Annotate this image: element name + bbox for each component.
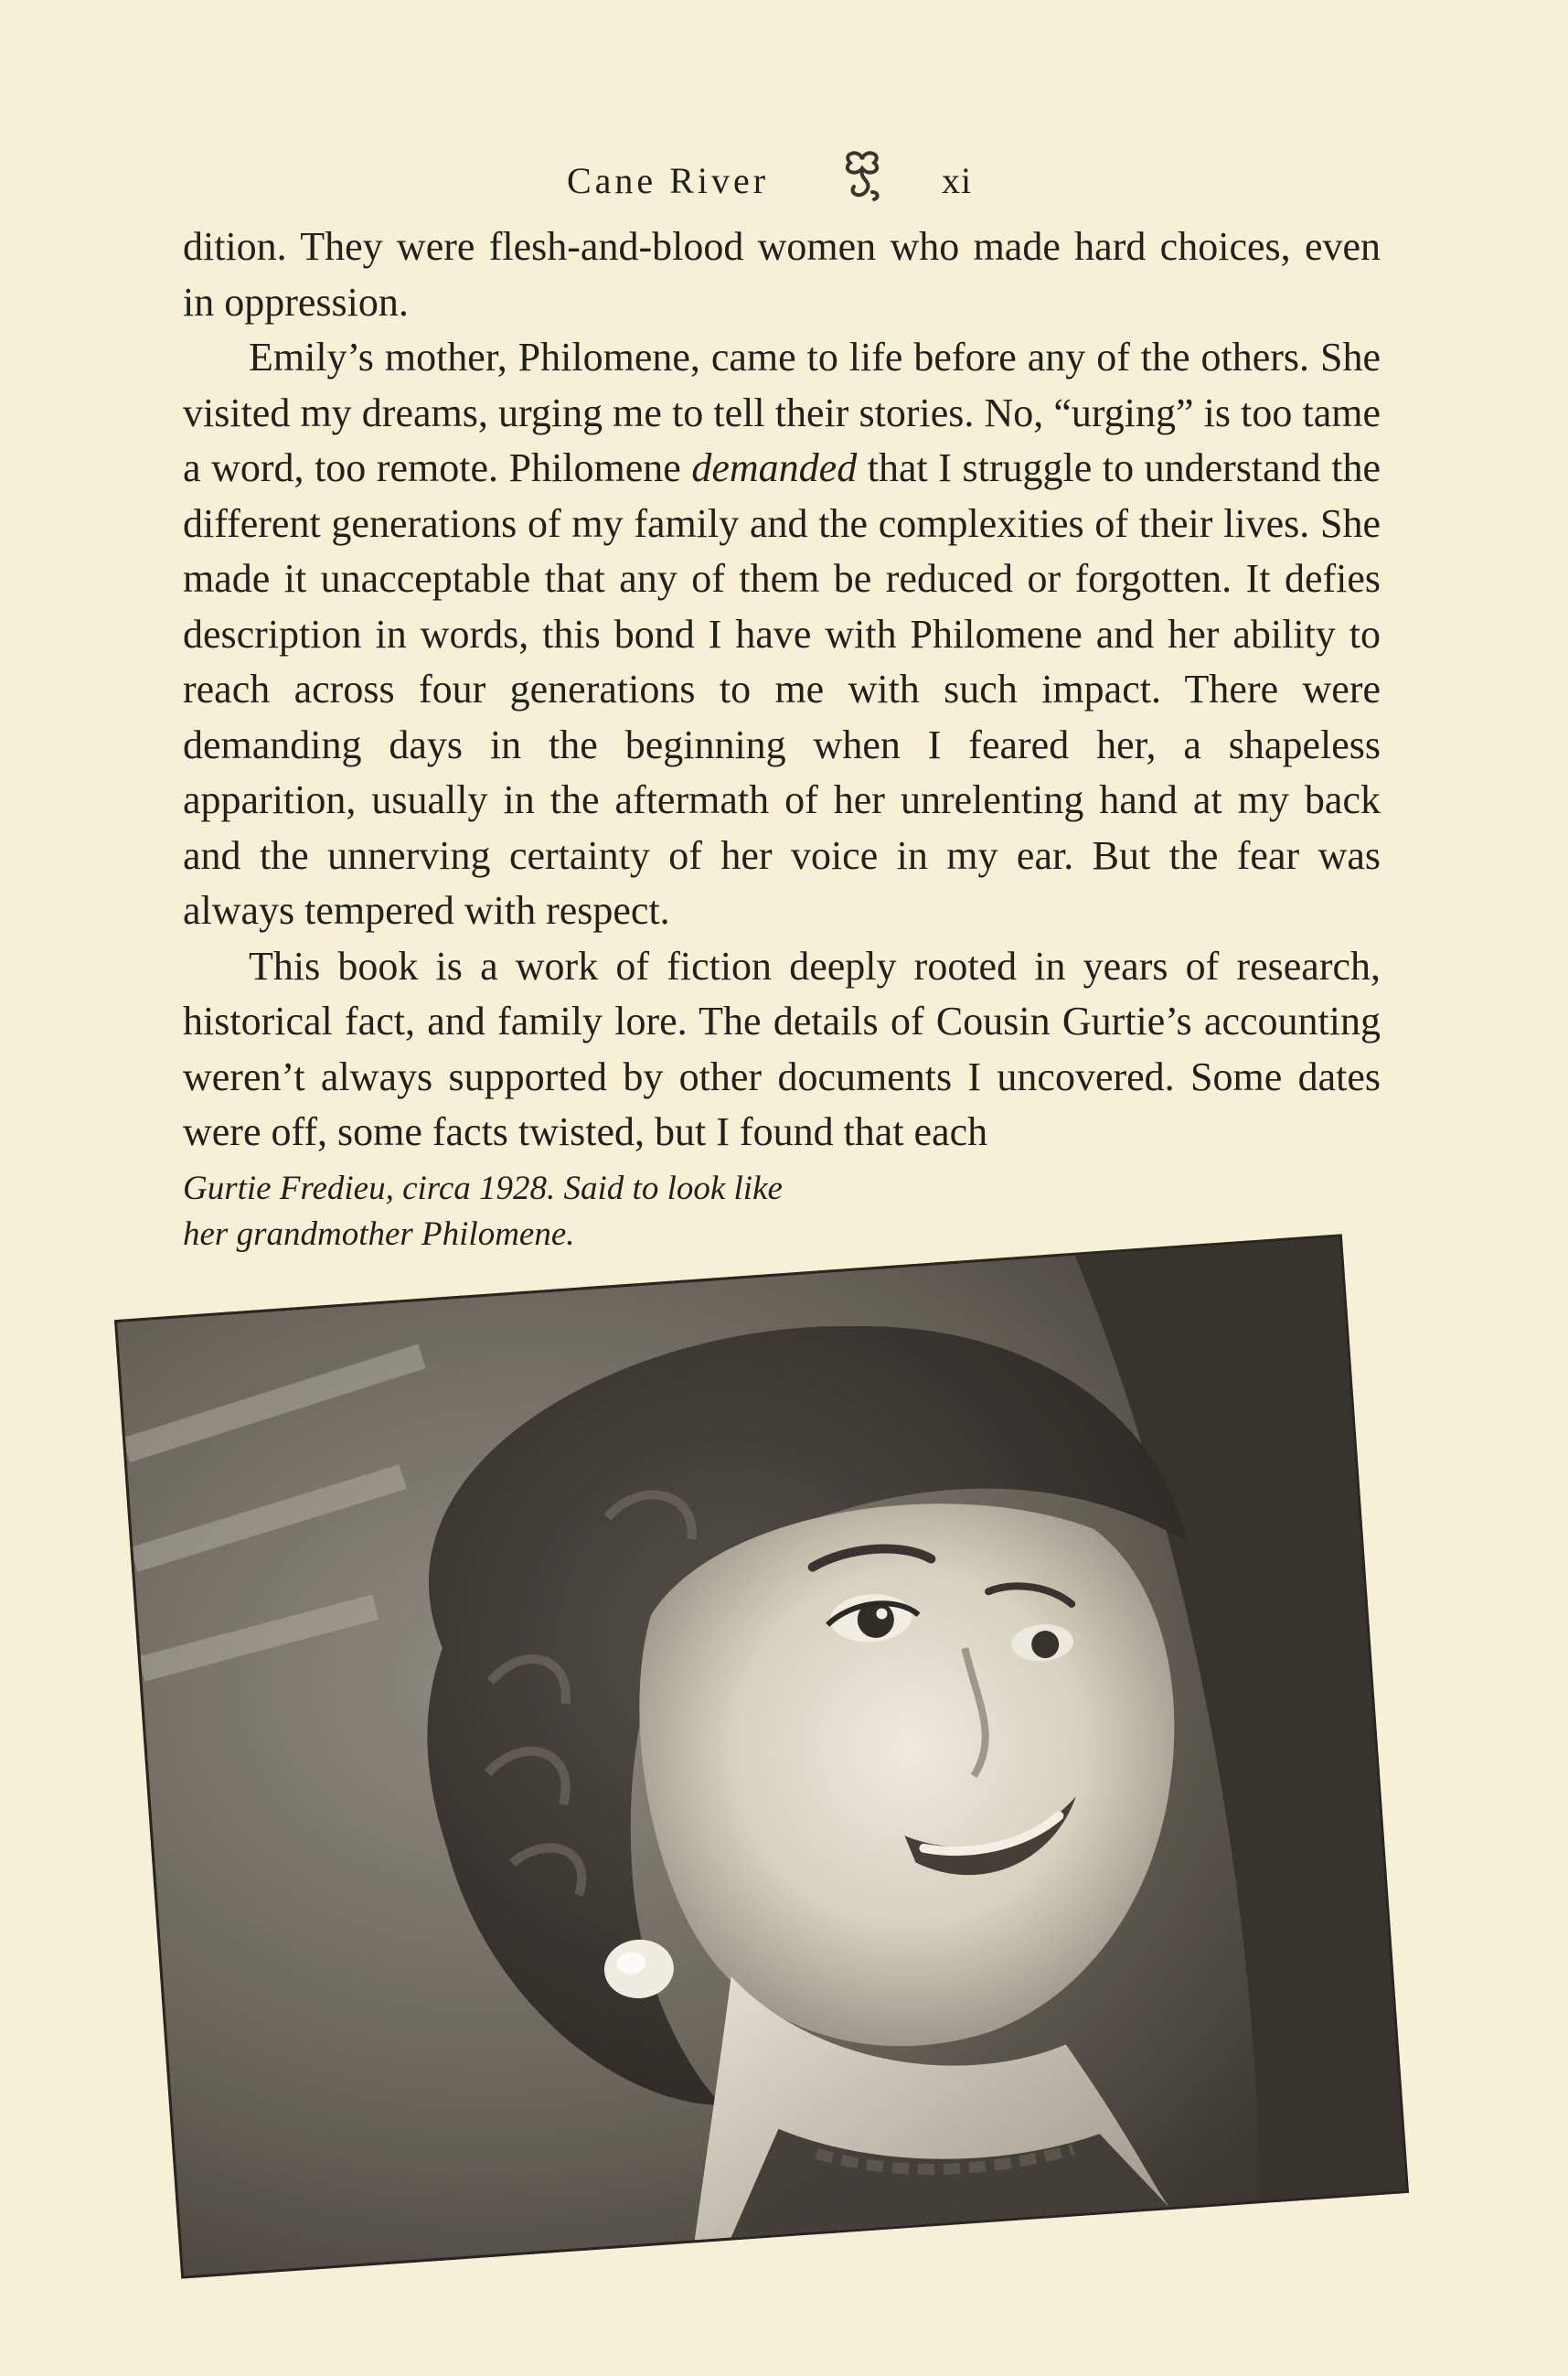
- emphasis-demanded: demanded: [691, 445, 858, 490]
- fleuron-ornament-icon: [832, 146, 892, 207]
- caption-line-2: her grandmother Philomene.: [183, 1215, 575, 1253]
- body-text: [183, 219, 1381, 1161]
- paragraph-2-part-2: that I struggle to understand the different generations of my family and the complexities of their lives. She made it unacceptable that any of them be reduced or forgotten. It defies description in words, this bond I have with Philomene and her ability to reach across four generations to me with such impact. There were demanding days in the beginning when I feared her, a shapeless apparition, usually in the aftermath of her unrelenting hand at my back and the unnerving certainty of her voice in my ear. But the fear was always tempered with respect.: [183, 445, 1381, 933]
- paragraph-3: This book is a work of fiction deeply rooted in years of research, historical fact, and family lore. The details of Cousin Gurtie’s accounting weren’t always supported by other documents I uncovered. Some dates were off, some facts twisted, but I found that each: [183, 943, 1381, 1154]
- portrait-photo: [114, 1234, 1409, 2278]
- paragraph-2: [183, 330, 1381, 939]
- paragraph-1: dition. They were flesh-and-blood women who made hard choices, even in oppression.: [183, 224, 1381, 325]
- caption-line-1: Gurtie Fredieu, circa 1928. Said to look like: [183, 1170, 783, 1207]
- page-number: xi: [942, 160, 973, 201]
- figure-caption: [183, 1166, 878, 1258]
- paragraph-2-part-1: Emily’s mother, Philomene, came to life before any of the others. She visited my dreams, urging me to tell their stories. No, “urging” is too tame a word, too remote. Philomene: [183, 335, 1381, 490]
- running-title: Cane River: [567, 160, 770, 201]
- portrait-photo-image: [117, 1237, 1406, 2276]
